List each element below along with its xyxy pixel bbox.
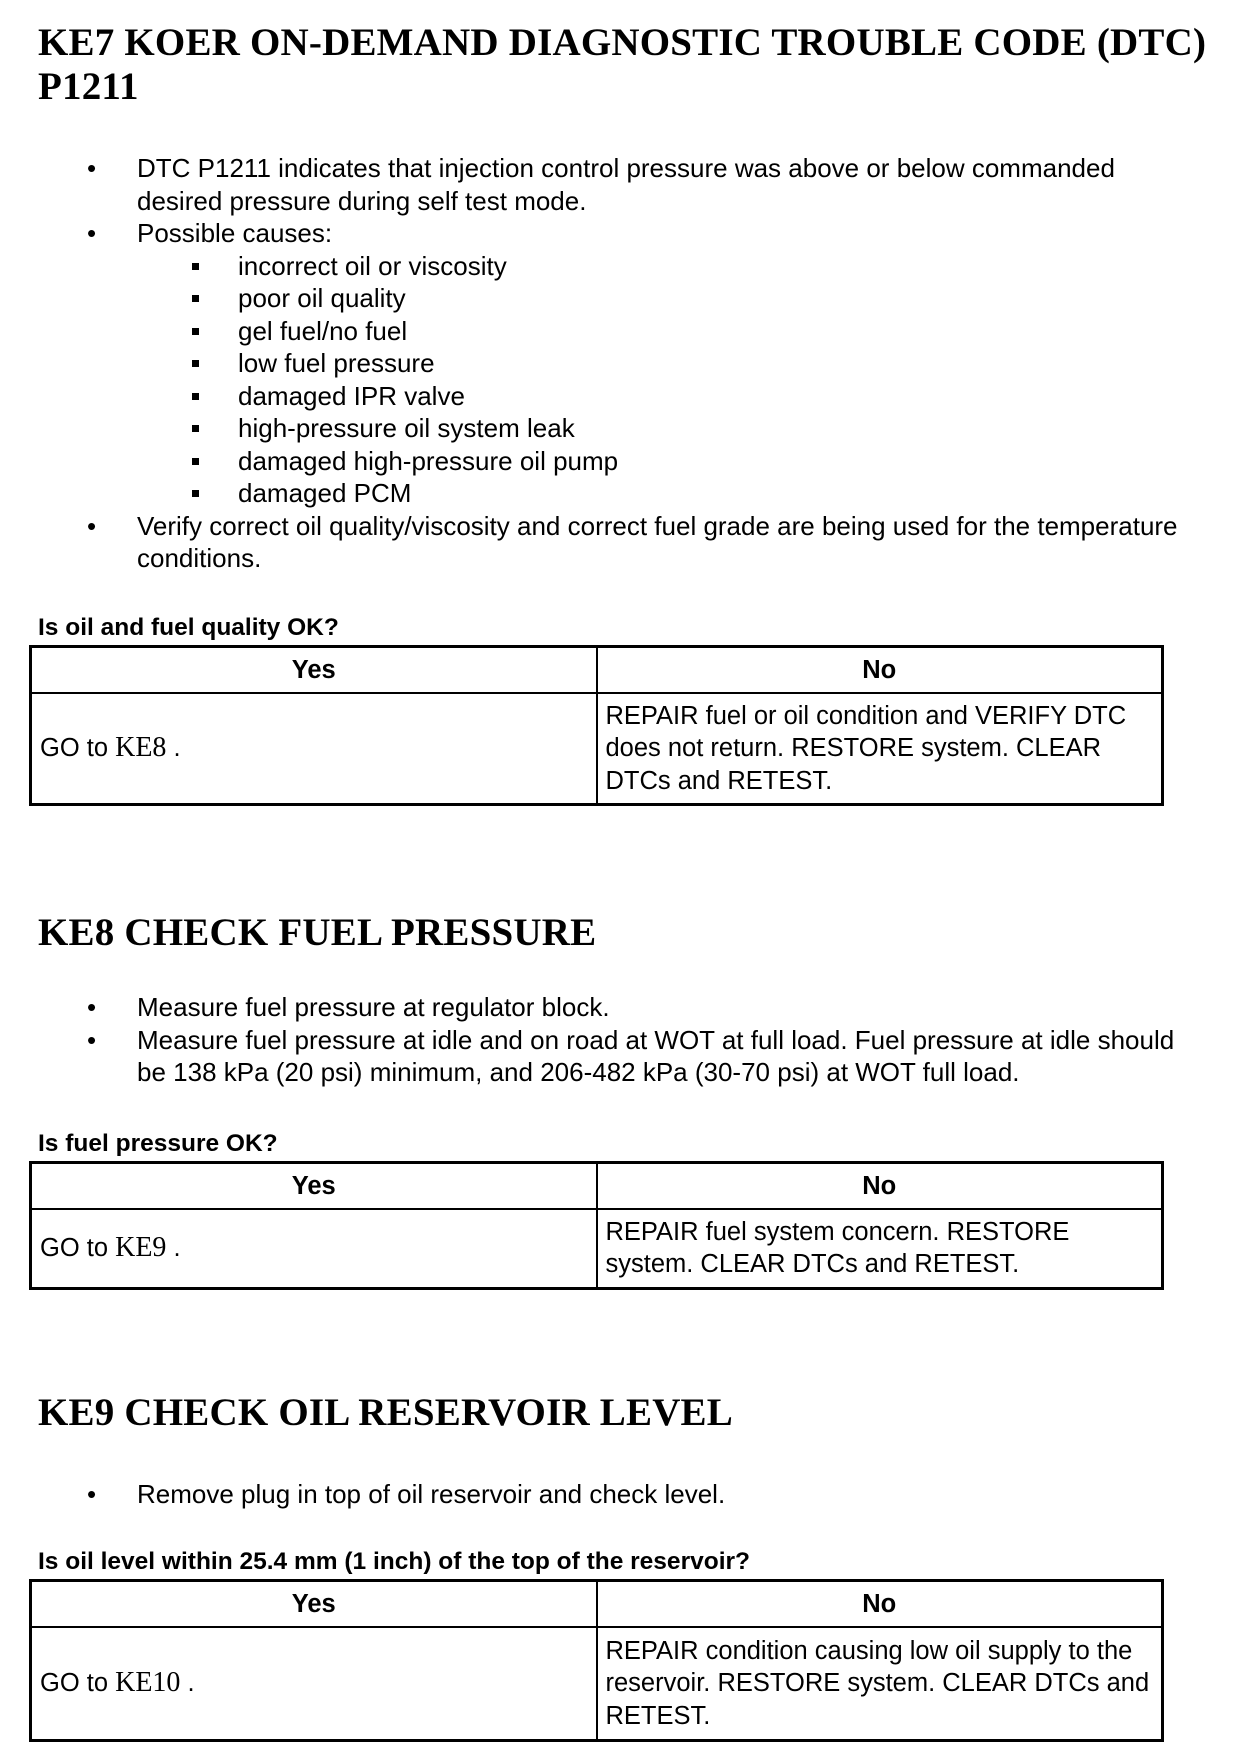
cause-item: gel fuel/no fuel [137,315,1187,348]
no-action: REPAIR fuel system concern. RESTORE system. CLEAR DTCs and RETEST. [597,1209,1163,1288]
go-to-label: GO to [40,1669,116,1697]
no-action: REPAIR condition causing low oil supply to the reservoir. RESTORE system. CLEAR DTCs and RETEST. [597,1627,1163,1740]
ke10-link[interactable]: KE10 [115,1667,181,1698]
no-header: No [597,647,1163,694]
ke9-bullet-list [0,1478,1187,1511]
ke7-heading-line1: KE7 KOER ON-DEMAND DIAGNOSTIC TROUBLE CODE (DTC) [38,21,1207,64]
cause-item: damaged IPR valve [137,380,1187,413]
cause-item: high-pressure oil system leak [137,412,1187,445]
go-to-label: GO to [40,734,116,762]
go-to-suffix: . [166,1234,181,1262]
no-header: No [597,1163,1163,1210]
no-header: No [597,1581,1163,1628]
yes-action [31,1627,597,1740]
ke8-bullet-list [0,991,1187,1089]
go-to-suffix: . [166,734,181,762]
ke9-link[interactable]: KE9 [115,1232,167,1263]
no-action: REPAIR fuel or oil condition and VERIFY DTC does not return. RESTORE system. CLEAR DTCs and RETEST. [597,693,1163,804]
list-item: • Remove plug in top of oil reservoir and check level. [0,1478,1187,1511]
go-to-label: GO to [40,1234,116,1262]
ke7-decision-table [29,645,1164,806]
ke7-heading [38,21,1206,109]
yes-action [31,693,597,804]
list-item: • Verify correct oil quality/viscosity and correct fuel grade are being used for the temperature conditions. [0,510,1187,575]
ke9-question: Is oil level within 25.4 mm (1 inch) of the top of the reservoir? [38,1548,750,1575]
list-item: • Measure fuel pressure at idle and on road at WOT at full load. Fuel pressure at idle should be 138 kPa (20 psi) minimum, and 206-482 kPa (30-70 psi) at WOT full load. [0,1024,1187,1089]
list-item [0,217,1187,510]
ke7-question: Is oil and fuel quality OK? [38,614,339,641]
yes-header: Yes [31,1581,597,1628]
list-item: • Measure fuel pressure at regulator block. [0,991,1187,1024]
cause-item: damaged PCM [137,477,1187,510]
cause-item: damaged high-pressure oil pump [137,445,1187,478]
possible-causes-label: Possible causes: [137,218,333,248]
possible-causes-list [137,250,1187,510]
ke8-heading: KE8 CHECK FUEL PRESSURE [38,911,597,954]
yes-header: Yes [31,647,597,694]
ke8-question: Is fuel pressure OK? [38,1130,278,1157]
cause-item: incorrect oil or viscosity [137,250,1187,283]
yes-action [31,1209,597,1288]
cause-item: poor oil quality [137,282,1187,315]
ke9-heading: KE9 CHECK OIL RESERVOIR LEVEL [38,1391,733,1434]
go-to-suffix: . [180,1669,195,1697]
ke7-heading-line2: P1211 [38,65,139,108]
cause-item: low fuel pressure [137,347,1187,380]
ke9-decision-table [29,1579,1164,1742]
list-item: • DTC P1211 indicates that injection control pressure was above or below commanded desired pressure during self test mode. [0,152,1187,217]
ke7-bullet-list [0,152,1187,575]
ke8-link[interactable]: KE8 [115,732,167,763]
yes-header: Yes [31,1163,597,1210]
ke8-decision-table [29,1161,1164,1290]
